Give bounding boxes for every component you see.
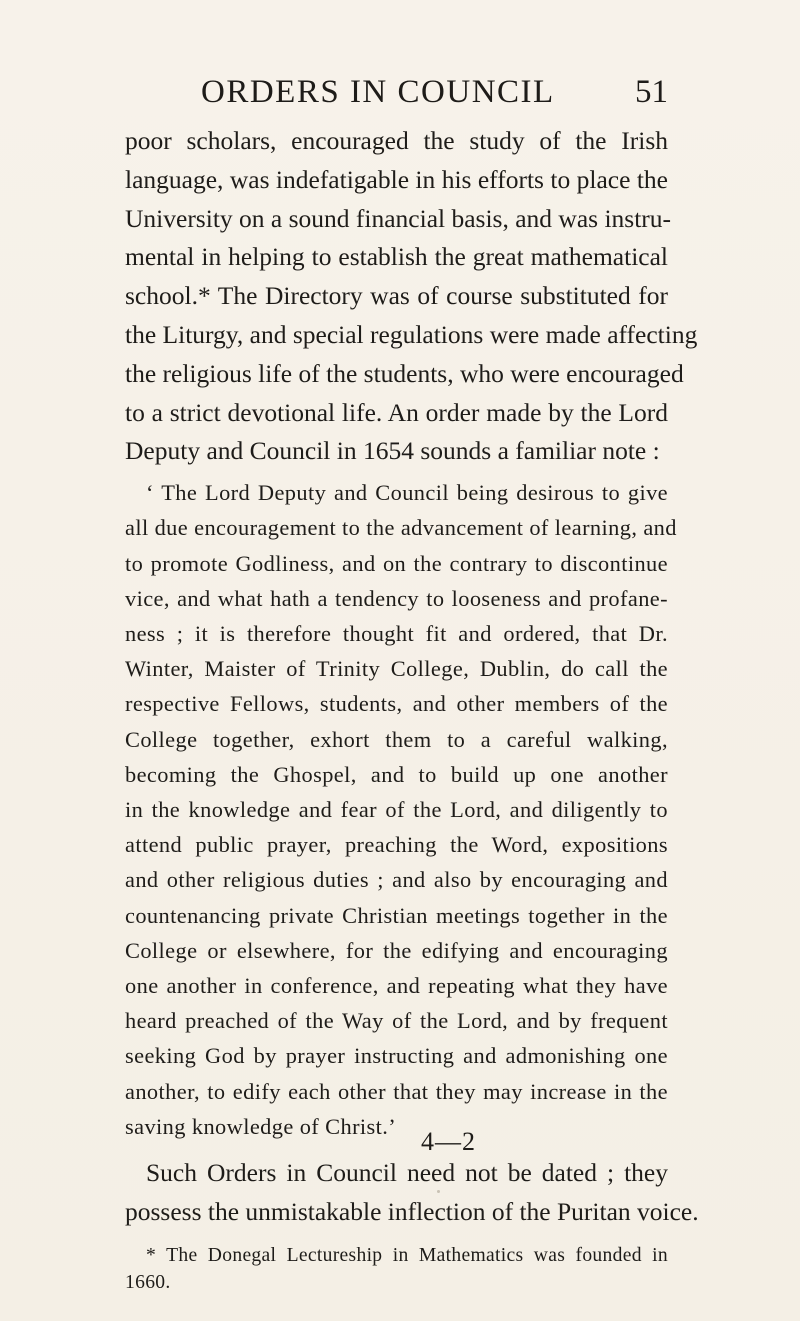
text-line: Deputy and Council in 1654 sounds a familiar note : <box>125 436 660 466</box>
quote-line: countenancing private Christian meetings together in the <box>125 902 668 928</box>
text-line: poor scholars, encouraged the study of the Irish <box>125 126 668 155</box>
paper-speck <box>437 1190 440 1193</box>
quote-line: attend public prayer, preaching the Word, expositions <box>125 832 668 858</box>
quote-line: College or elsewhere, for the edifying and encouraging <box>125 937 668 963</box>
signature-mark: 4—2 <box>421 1127 476 1156</box>
quote-line: all due encouragement to the advancement of learning, and <box>125 515 677 541</box>
quote-line: becoming the Ghospel, and to build up one another <box>125 761 668 787</box>
quote-line: ness ; it is therefore thought fit and ordered, that Dr. <box>125 620 668 646</box>
text-line: to a strict devotional life. An order made by the Lord <box>125 397 668 427</box>
page-number: 51 <box>635 74 668 110</box>
quote-line: seeking God by prayer instructing and admonishing one <box>125 1043 668 1069</box>
quote-line: Winter, Maister of Trinity College, Dublin, do call the <box>125 656 668 682</box>
text-line: the Liturgy, and special regulations were made affecting <box>125 319 698 349</box>
quote-line: another, to edify each other that they may increase in the <box>125 1078 668 1104</box>
quote-line: one another in conference, and repeating what they have <box>125 973 668 999</box>
text-line: the religious life of the students, who were encouraged <box>125 358 684 388</box>
body-text <box>125 122 699 1296</box>
text-line: school.* The Directory was of course substituted for <box>125 281 668 311</box>
text-line: Such Orders in Council need not be dated ; they <box>146 1158 668 1188</box>
quote-line: to promote Godliness, and on the contrary to discontinue <box>125 550 668 576</box>
paragraph-2 <box>125 1154 699 1232</box>
footnote <box>125 1242 668 1296</box>
quote-line: vice, and what hath a tendency to looseness and profane- <box>125 585 668 611</box>
quote-line: ‘ The Lord Deputy and Council being desirous to give <box>146 480 668 506</box>
quote-line: and other religious duties ; and also by encouraging and <box>125 867 668 893</box>
quote-line: saving knowledge of Christ.’ <box>125 1113 397 1139</box>
footnote-line: * The Donegal Lectureship in Mathematics was founded in <box>146 1244 668 1266</box>
text-line: possess the unmistakable inflection of the Puritan voice. <box>125 1196 699 1226</box>
quote-line: respective Fellows, students, and other members of the <box>125 691 668 717</box>
text-line: mental in helping to establish the great mathematical <box>125 242 668 272</box>
text-line: University on a sound financial basis, and was instru- <box>125 203 672 233</box>
quote-line: in the knowledge and fear of the Lord, and diligently to <box>125 797 668 822</box>
running-title: ORDERS IN COUNCIL <box>201 74 555 110</box>
quotation-block <box>125 475 677 1144</box>
quote-line: College together, exhort them to a careful walking, <box>125 726 668 752</box>
text-line: language, was indefatigable in his efforts to place the <box>125 164 668 194</box>
quote-line: heard preached of the Way of the Lord, and by frequent <box>125 1008 668 1034</box>
running-head <box>125 72 668 112</box>
footnote-line: 1660. <box>125 1271 171 1293</box>
paragraph-1 <box>125 122 698 471</box>
